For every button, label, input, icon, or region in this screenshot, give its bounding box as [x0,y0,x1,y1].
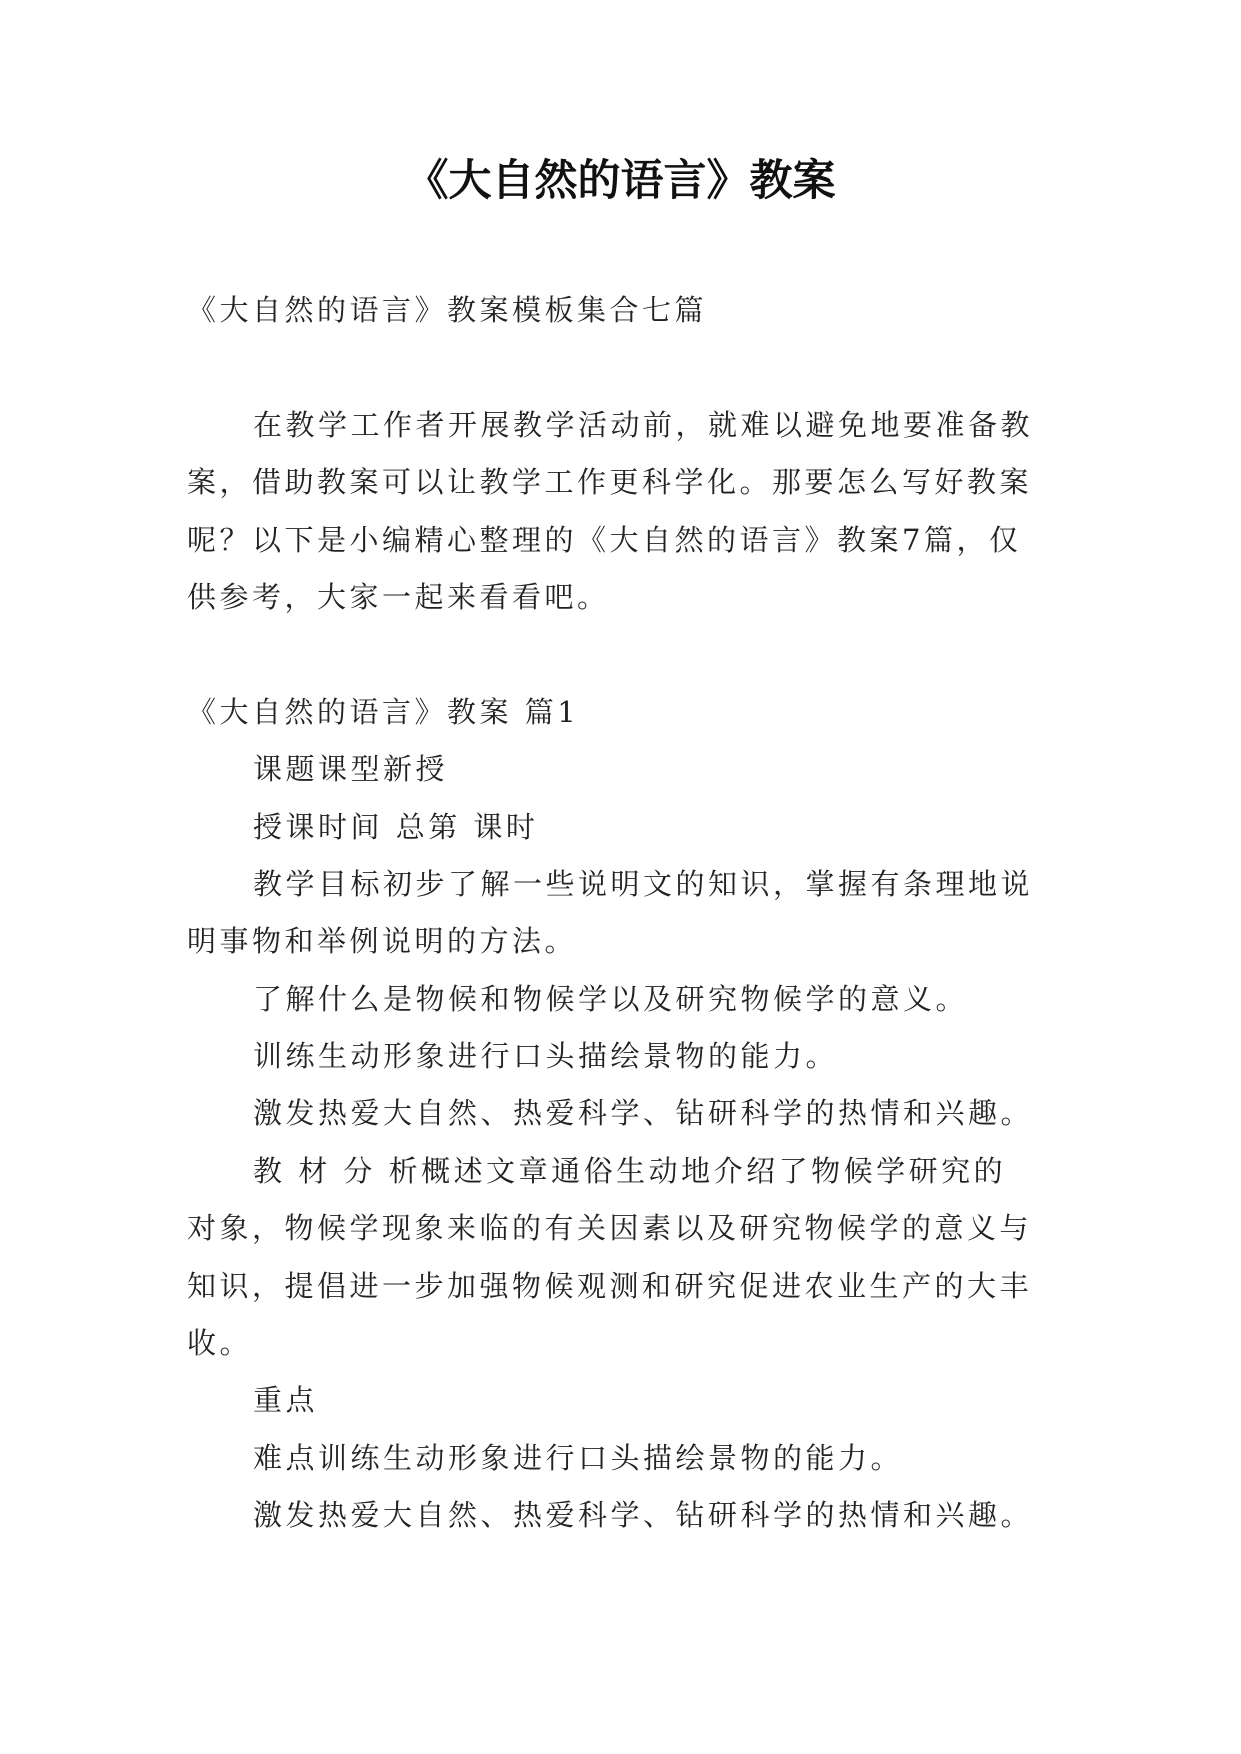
section-1 [187,684,1057,1545]
intro-line: 供参考，大家一起来看看吧。 [187,579,610,614]
blank-line [187,339,1057,396]
goal-line: 了解什么是物候和物候学以及研究物候学的意义。 [253,981,969,1016]
section-heading: 《大自然的语言》教案 篇1 [187,694,580,729]
analysis-line: 知识，提倡进一步加强物候观测和研究促进农业生产的大丰 [187,1268,1033,1303]
document-title: 《大自然的语言》教案 [405,156,836,206]
goal-line: 激发热爱大自然、热爱科学、钻研科学的热情和兴趣。 [253,1096,1034,1131]
difficulty-line: 难点训练生动形象进行口头描绘景物的能力。 [253,1440,904,1475]
objective-line: 明事物和举例说明的方法。 [187,924,578,959]
goal-line: 训练生动形象进行口头描绘景物的能力。 [253,1039,839,1074]
blank-line [187,626,1057,683]
difficulty-line: 激发热爱大自然、热爱科学、钻研科学的热情和兴趣。 [253,1498,1034,1533]
analysis-line: 教 材 分 析概述文章通俗生动地介绍了物候学研究的 [253,1153,1007,1188]
document-subtitle: 《大自然的语言》教案模板集合七篇 [187,293,708,327]
key-point-line: 重点 [253,1383,319,1418]
lesson-type-line: 课题课型新授 [253,752,449,787]
intro-line: 呢？以下是小编精心整理的《大自然的语言》教案7篇，仅 [187,522,1022,557]
intro-line: 案，借助教案可以让教学工作更科学化。那要怎么写好教案 [187,465,1033,500]
objective-line: 教学目标初步了解一些说明文的知识，掌握有条理地说 [253,866,1034,901]
analysis-paragraph [187,1143,1057,1373]
lesson-time-line: 授课时间 总第 课时 [253,809,539,844]
analysis-line: 收。 [187,1326,253,1361]
objective-paragraph [187,856,1057,971]
intro-line: 在教学工作者开展教学活动前，就难以避免地要准备教 [253,407,1034,442]
intro-paragraph [187,397,1057,627]
analysis-line: 对象，物候学现象来临的有关因素以及研究物候学的意义与 [187,1211,1033,1246]
document-body [187,282,1057,1545]
